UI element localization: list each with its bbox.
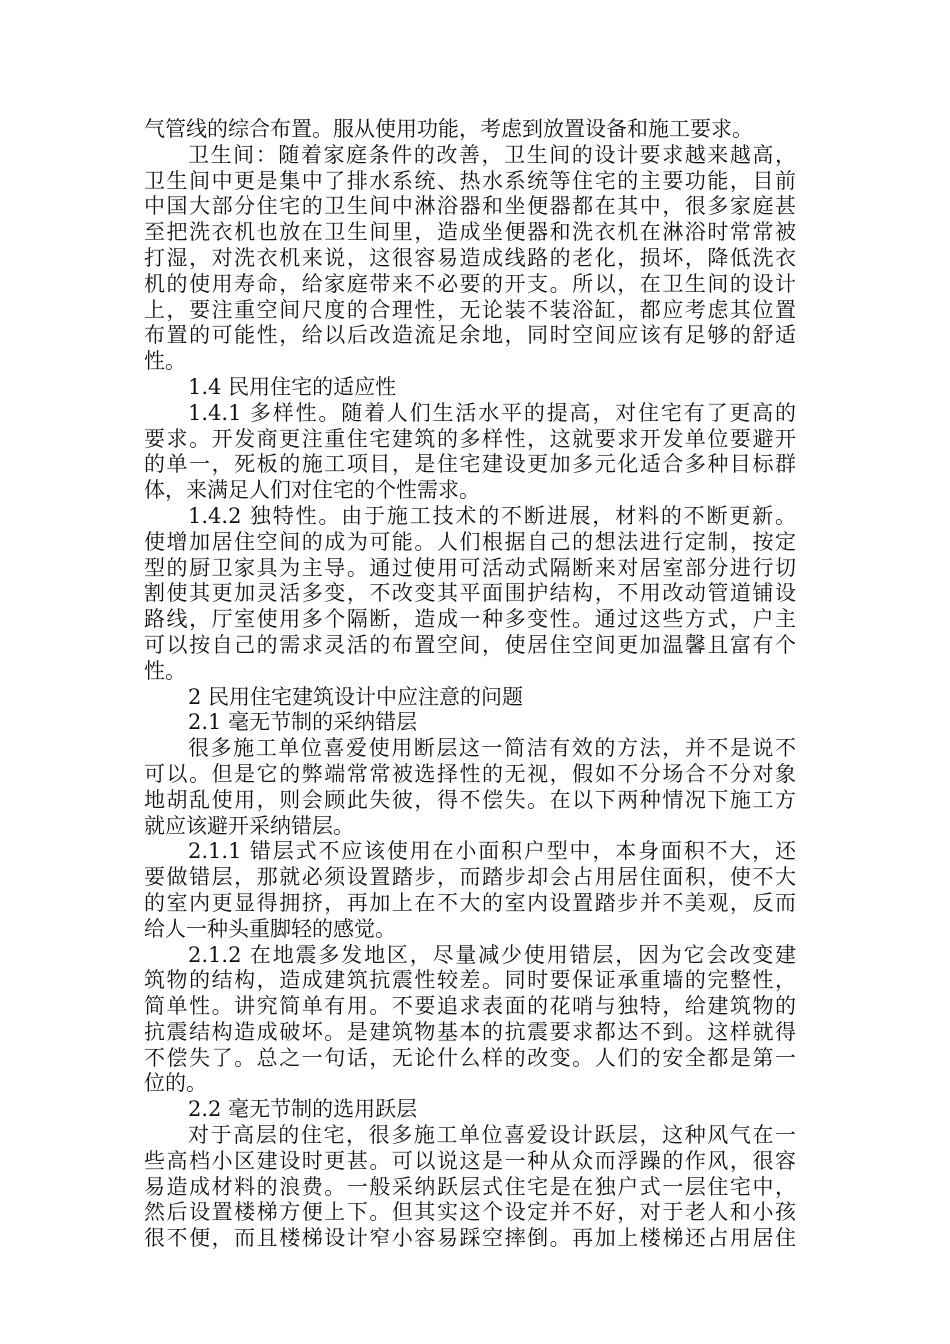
text-line: 1.4.1 多样性。随着人们生活水平的提高，对住宅有了更高的 [188, 400, 796, 425]
text-line: 易造成材料的浪费。一般采纳跃层式住宅是在独户式一层住宅中， [144, 1174, 796, 1199]
text-line: 2.1 毫无节制的采纳错层 [188, 710, 418, 735]
text-line: 2 民用住宅建筑设计中应注意的问题 [188, 684, 524, 709]
text-line: 很多施工单位喜爱使用断层这一简洁有效的方法，并不是说不 [188, 736, 796, 761]
text-line: 使增加居住空间的成为可能。人们根据自己的想法进行定制，按定 [144, 529, 796, 554]
text-line: 体，来满足人们对住宅的个性需求。 [144, 478, 480, 503]
text-line: 2.1.2 在地震多发地区，尽量减少使用错层，因为它会改变建 [188, 942, 796, 967]
text-line: 要做错层，那就必须设置踏步，而踏步却会占用居住面积，使不大 [144, 865, 796, 890]
text-line: 的单一，死板的施工项目，是住宅建设更加多元化适合多种目标群 [144, 452, 796, 477]
text-line: 机的使用寿命，给家庭带来不必要的开支。所以，在卫生间的设计 [144, 271, 796, 296]
text-line: 地胡乱使用，则会顾此失彼，得不偿失。在以下两种情况下施工方 [144, 787, 796, 812]
text-line: 位的。 [144, 1071, 207, 1096]
text-line: 很不便，而且楼梯设计窄小容易踩空摔倒。再加上楼梯还占用居住 [144, 1226, 796, 1251]
text-line: 中国大部分住宅的卫生间中淋浴器和坐便器都在其中，很多家庭甚 [144, 194, 796, 219]
text-line: 路线，厅室使用多个隔断，造成一种多变性。通过这些方式，户主 [144, 607, 796, 632]
text-line: 的室内更显得拥挤，再加上在不大的室内设置踏步并不美观，反而 [144, 890, 796, 915]
text-line: 简单性。讲究简单有用。不要追求表面的花哨与独特，给建筑物的 [144, 994, 796, 1019]
text-line: 气管线的综合布置。服从使用功能，考虑到放置设备和施工要求。 [144, 117, 753, 141]
text-line: 性。 [144, 349, 186, 374]
text-line: 然后设置楼梯方便上下。但其实这个设定并不好，对于老人和小孩 [144, 1200, 796, 1225]
text-line: 型的厨卫家具为主导。通过使用可活动式隔断来对居室部分进行切 [144, 555, 796, 580]
text-line: 可以。但是它的弊端常常被选择性的无视，假如不分场合不分对象 [144, 761, 796, 786]
text-line: 筑物的结构，造成建筑抗震性较差。同时要保证承重墙的完整性， [144, 968, 796, 993]
text-line: 卫生间：随着家庭条件的改善，卫生间的设计要求越来越高， [188, 142, 796, 167]
text-line: 要求。开发商更注重住宅建筑的多样性，这就要求开发单位要避开 [144, 426, 796, 451]
text-line: 卫生间中更是集中了排水系统、热水系统等住宅的主要功能，目前 [144, 168, 796, 193]
text-line: 上，要注重空间尺度的合理性，无论装不装浴缸，都应考虑其位置 [144, 297, 796, 322]
text-line: 不偿失了。总之一句话，无论什么样的改变。人们的安全都是第一 [144, 1045, 796, 1070]
text-line: 对于高层的住宅，很多施工单位喜爱设计跃层，这种风气在一 [188, 1123, 796, 1148]
text-line: 2.1.1 错层式不应该使用在小面积户型中，本身面积不大，还 [188, 839, 796, 864]
text-line: 可以按自己的需求灵活的布置空间，使居住空间更加温馨且富有个 [144, 632, 796, 657]
document-body [144, 117, 796, 1252]
text-line: 打湿，对洗衣机来说，这很容易造成线路的老化，损坏，降低洗衣 [144, 245, 796, 270]
text-line: 抗震结构造成破坏。是建筑物基本的抗震要求都达不到。这样就得 [144, 1019, 796, 1044]
text-line: 布置的可能性，给以后改造流足余地，同时空间应该有足够的舒适 [144, 323, 796, 348]
text-line: 就应该避开采纳错层。 [144, 813, 354, 838]
text-line: 2.2 毫无节制的选用跃层 [188, 1097, 418, 1122]
text-line: 割使其更加灵活多变，不改变其平面围护结构，不用改动管道铺设 [144, 581, 796, 606]
text-line: 性。 [144, 658, 186, 683]
text-line: 给人一种头重脚轻的感觉。 [144, 916, 396, 941]
text-line: 1.4.2 独特性。由于施工技术的不断进展，材料的不断更新。 [188, 503, 796, 528]
text-line: 些高档小区建设时更甚。可以说这是一种从众而浮躁的作风，很容 [144, 1148, 796, 1173]
text-line: 1.4 民用住宅的适应性 [188, 374, 397, 399]
text-line: 至把洗衣机也放在卫生间里，造成坐便器和洗衣机在淋浴时常常被 [144, 220, 796, 245]
